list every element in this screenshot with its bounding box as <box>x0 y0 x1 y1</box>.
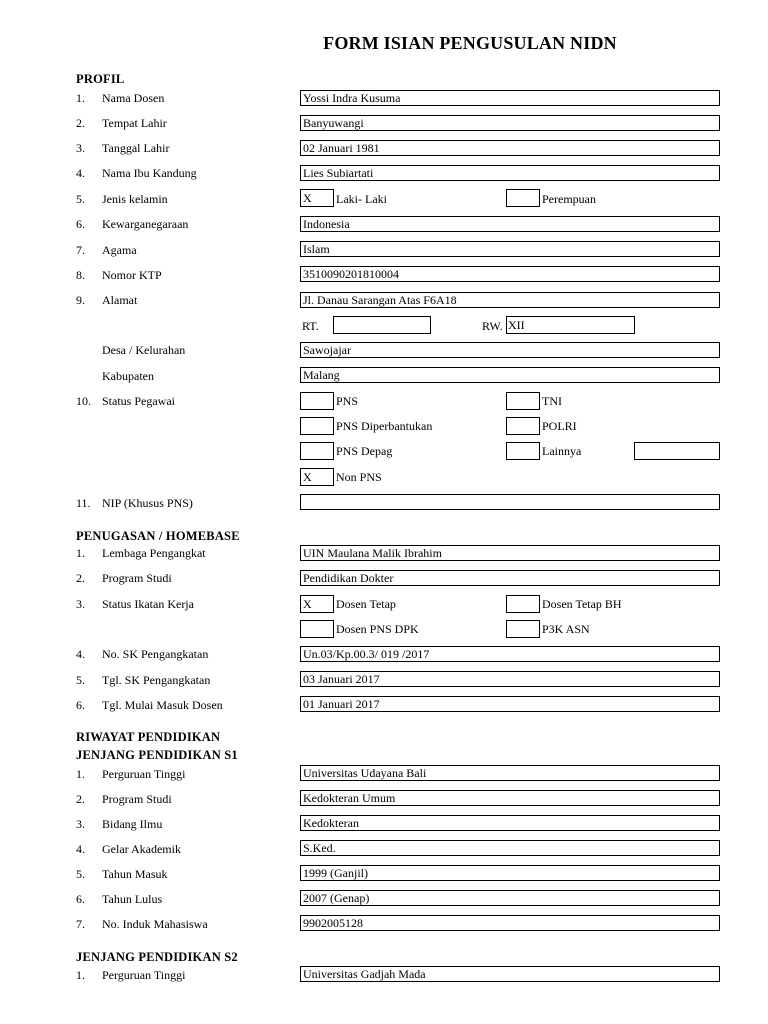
status-polri-label: POLRI <box>542 419 577 433</box>
label-s1-gelar: Gelar Akademik <box>102 842 181 856</box>
row-number: 6. <box>76 217 85 231</box>
label-s1-tahun-masuk: Tahun Masuk <box>102 867 168 881</box>
rw-field[interactable]: XII <box>506 316 635 334</box>
row-number: 6. <box>76 892 85 906</box>
row-number: 2. <box>76 792 85 806</box>
section-heading-riwayat: RIWAYAT PENDIDIKAN <box>76 730 221 744</box>
status-pns-depag-checkbox[interactable] <box>300 442 334 460</box>
label-nama-ibu: Nama Ibu Kandung <box>102 166 197 180</box>
row-number: 1. <box>76 968 85 982</box>
nomor-ktp-field[interactable]: 3510090201810004 <box>300 266 720 282</box>
desa-field[interactable]: Sawojajar <box>300 342 720 358</box>
section-heading-s2: JENJANG PENDIDIKAN S2 <box>76 950 238 964</box>
label-no-sk: No. SK Pengangkatan <box>102 647 209 661</box>
agama-field[interactable]: Islam <box>300 241 720 257</box>
status-pns-dpb-checkbox[interactable] <box>300 417 334 435</box>
label-s1-perguruan: Perguruan Tinggi <box>102 767 186 781</box>
label-kewarganegaraan: Kewarganegaraan <box>102 217 189 231</box>
label-program-studi: Program Studi <box>102 571 172 585</box>
label-agama: Agama <box>102 243 137 257</box>
gender-female-label: Perempuan <box>542 192 596 206</box>
row-number: 4. <box>76 647 85 661</box>
status-pns-dpb-label: PNS Diperbantukan <box>336 419 433 433</box>
row-number: 5. <box>76 867 85 881</box>
gender-male-checkbox[interactable]: X <box>300 189 334 207</box>
nama-dosen-field[interactable]: Yossi Indra Kusuma <box>300 90 720 106</box>
label-nama-dosen: Nama Dosen <box>102 91 165 105</box>
label-jenis-kelamin: Jenis kelamin <box>102 192 168 206</box>
nama-ibu-field[interactable]: Lies Subiartati <box>300 165 720 181</box>
no-sk-field[interactable]: Un.03/Kp.00.3/ 019 /2017 <box>300 646 720 662</box>
s1-perguruan-field[interactable]: Universitas Udayana Bali <box>300 765 720 781</box>
tgl-sk-field[interactable]: 03 Januari 2017 <box>300 671 720 687</box>
row-number: 6. <box>76 698 85 712</box>
status-pns-depag-label: PNS Depag <box>336 444 393 458</box>
form-title: FORM ISIAN PENGUSULAN NIDN <box>323 33 617 53</box>
label-s1-tahun-lulus: Tahun Lulus <box>102 892 163 906</box>
lembaga-field[interactable]: UIN Maulana Malik Ibrahim <box>300 545 720 561</box>
tanggal-lahir-field[interactable]: 02 Januari 1981 <box>300 140 720 156</box>
row-number: 1. <box>76 91 85 105</box>
ikatan-tetap-checkbox[interactable]: X <box>300 595 334 613</box>
label-lembaga: Lembaga Pengangkat <box>102 546 206 560</box>
gender-female-checkbox[interactable] <box>506 189 540 207</box>
s1-tahun-masuk-field[interactable]: 1999 (Ganjil) <box>300 865 720 881</box>
label-status-ikatan: Status Ikatan Kerja <box>102 597 194 611</box>
gender-male-label: Laki- Laki <box>336 192 387 206</box>
status-non-pns-checkbox[interactable]: X <box>300 468 334 486</box>
ikatan-tetap-label: Dosen Tetap <box>336 597 396 611</box>
rt-field[interactable] <box>333 316 431 334</box>
s2-perguruan-field[interactable]: Universitas Gadjah Mada <box>300 966 720 982</box>
status-tni-label: TNI <box>542 394 562 408</box>
label-s1-nim: No. Induk Mahasiswa <box>102 917 208 931</box>
status-polri-checkbox[interactable] <box>506 417 540 435</box>
ikatan-tetap-bh-label: Dosen Tetap BH <box>542 597 622 611</box>
ikatan-pns-dpk-checkbox[interactable] <box>300 620 334 638</box>
rw-label: RW. <box>482 319 503 333</box>
row-number: 2. <box>76 571 85 585</box>
label-status-pegawai: Status Pegawai <box>102 394 175 408</box>
ikatan-p3k-checkbox[interactable] <box>506 620 540 638</box>
row-number: 11. <box>76 496 91 510</box>
row-number: 5. <box>76 192 85 206</box>
status-pns-label: PNS <box>336 394 359 408</box>
status-lainnya-checkbox[interactable] <box>506 442 540 460</box>
label-tgl-sk: Tgl. SK Pengangkatan <box>102 673 211 687</box>
s1-prodi-field[interactable]: Kedokteran Umum <box>300 790 720 806</box>
section-heading-s1: JENJANG PENDIDIKAN S1 <box>76 748 238 762</box>
row-number: 7. <box>76 917 85 931</box>
label-alamat: Alamat <box>102 293 138 307</box>
row-number: 1. <box>76 767 85 781</box>
status-pns-checkbox[interactable] <box>300 392 334 410</box>
row-number: 4. <box>76 842 85 856</box>
label-nip: NIP (Khusus PNS) <box>102 496 193 510</box>
kabupaten-field[interactable]: Malang <box>300 367 720 383</box>
rt-label: RT. <box>302 319 319 333</box>
status-lainnya-field[interactable] <box>634 442 720 460</box>
status-tni-checkbox[interactable] <box>506 392 540 410</box>
label-tgl-mulai: Tgl. Mulai Masuk Dosen <box>102 698 223 712</box>
label-s1-prodi: Program Studi <box>102 792 172 806</box>
label-desa: Desa / Kelurahan <box>102 343 186 357</box>
label-s1-bidang: Bidang Ilmu <box>102 817 163 831</box>
tgl-mulai-field[interactable]: 01 Januari 2017 <box>300 696 720 712</box>
label-s2-perguruan: Perguruan Tinggi <box>102 968 186 982</box>
label-nomor-ktp: Nomor KTP <box>102 268 162 282</box>
row-number: 3. <box>76 141 85 155</box>
s1-tahun-lulus-field[interactable]: 2007 (Genap) <box>300 890 720 906</box>
ikatan-p3k-label: P3K ASN <box>542 622 590 636</box>
row-number: 10. <box>76 394 91 408</box>
row-number: 2. <box>76 116 85 130</box>
section-heading-profil: PROFIL <box>76 72 125 86</box>
row-number: 3. <box>76 817 85 831</box>
section-heading-penugasan: PENUGASAN / HOMEBASE <box>76 529 240 543</box>
s1-nim-field[interactable]: 9902005128 <box>300 915 720 931</box>
s1-bidang-field[interactable]: Kedokteran <box>300 815 720 831</box>
status-non-pns-label: Non PNS <box>336 470 382 484</box>
label-tanggal-lahir: Tanggal Lahir <box>102 141 170 155</box>
program-studi-field[interactable]: Pendidikan Dokter <box>300 570 720 586</box>
s1-gelar-field[interactable]: S.Ked. <box>300 840 720 856</box>
row-number: 8. <box>76 268 85 282</box>
kewarganegaraan-field[interactable]: Indonesia <box>300 216 720 232</box>
label-tempat-lahir: Tempat Lahir <box>102 116 167 130</box>
label-kabupaten: Kabupaten <box>102 369 154 383</box>
alamat-field[interactable]: Jl. Danau Sarangan Atas F6A18 <box>300 292 720 308</box>
row-number: 7. <box>76 243 85 257</box>
row-number: 4. <box>76 166 85 180</box>
ikatan-tetap-bh-checkbox[interactable] <box>506 595 540 613</box>
status-lainnya-label: Lainnya <box>542 444 582 458</box>
row-number: 3. <box>76 597 85 611</box>
row-number: 5. <box>76 673 85 687</box>
row-number: 1. <box>76 546 85 560</box>
row-number: 9. <box>76 293 85 307</box>
nip-field[interactable] <box>300 494 720 510</box>
tempat-lahir-field[interactable]: Banyuwangi <box>300 115 720 131</box>
ikatan-pns-dpk-label: Dosen PNS DPK <box>336 622 419 636</box>
